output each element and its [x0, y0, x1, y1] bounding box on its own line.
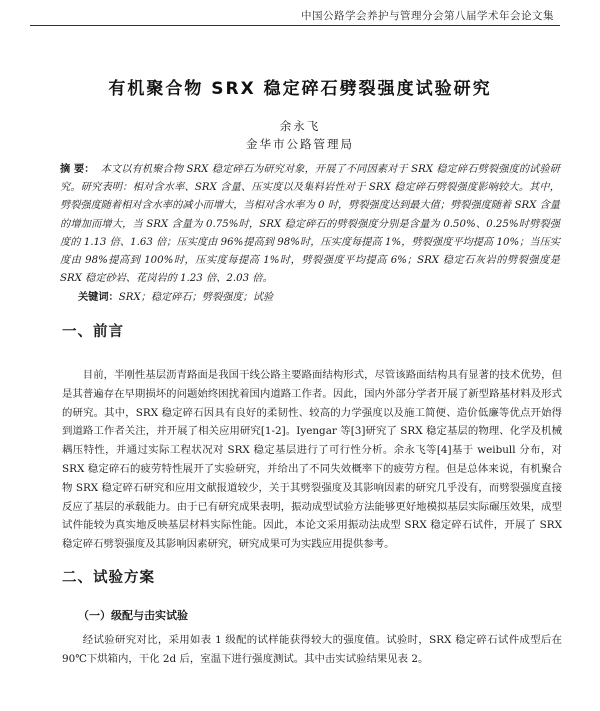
author-affiliation: 金华市公路管理局 — [246, 137, 354, 151]
running-header: 中国公路学会养护与管理分会第八届学术年会论文集 — [301, 10, 554, 22]
keywords — [78, 288, 558, 303]
section-heading-method: 二、试验方案 — [62, 569, 155, 586]
subsection-heading-grading: （一）级配与击实试验 — [78, 609, 188, 622]
abstract — [60, 160, 560, 288]
keywords-text: SRX；稳定碎石；劈裂强度；试验 — [118, 292, 274, 303]
grading-paragraph: 经试验研究对比，采用如表 1 级配的试样能获得较大的强度值。试验时，SRX 稳定碎石试件成型后在 90℃下烘箱内，干化 2d 后，室温下进行强度测试。其中击实试验结果见表 2。 — [62, 634, 562, 665]
intro-paragraph: 目前，半刚性基层沥青路面是我国干线公路主要路面结构形式，尽管该路面结构具有显著的技术优势，但是其普遍存在早期损坏的问题始终困扰着国内道路工作者。因此，国内外部分学者开展了新型路基材料及形式的研究。其中，SRX 稳定碎石因具有良好的柔韧性、较高的力学强度以及施工简便、造价低廉等优点开始得到道路工作者关注，并开展了相关应用研究[1-2]。Iyengar 等[3]研究了 SRX 稳定基层的物理、化学及机械耦压特性，并通过实际工程状况对 SRX 稳定基层进行了可行性分析。余永飞等[4]基于 weibull 分布，对 SRX 稳定碎石的疲劳特性展开了实验研究，并给出了不同失效概率下的疲劳方程。但是总体来说，有机聚合物 SRX 稳定碎石研究和应用文献报道较少，关于其劈裂强度及其影响因素的研究几乎没有，而劈裂强度直接反应了基层的承载能力。由于已有研究成果表明，振动成型试验方法能够更好地模拟基层实际碾压效果，成型试件能较为真实地反映基层材料实际性能。因此，本论文采用振动法成型 SRX 稳定碎石试件，开展了 SRX 稳定碎石劈裂强度及其影响因素研究，研究成果可为实践应用提供参考。 — [62, 369, 562, 551]
section-heading-intro: 一、前言 — [62, 323, 124, 340]
keywords-label: 关键词： — [78, 291, 119, 303]
header-rule — [30, 25, 560, 26]
abstract-label: 摘 要： — [60, 163, 95, 175]
paper-title: 有机聚合物 SRX 稳定碎石劈裂强度试验研究 — [108, 79, 492, 99]
author-name: 余永飞 — [279, 119, 321, 133]
abstract-text: 本文以有机聚合物 SRX 稳定碎石为研究对象，开展了不同因素对于 SRX 稳定碎石劈裂强度的试验研究。研究表明：相对含水率、SRX 含量、压实度以及集料岩性对于 SRX 稳定碎石劈裂强度影响较大。其中，劈裂强度随着相对含水率的减小而增大，当相对含水率为 0 时，劈裂强度达到最大值；劈裂强度随着 SRX 含量的增加而增大，当 SRX 含量为 0.75%时，SRX 稳定碎石的劈裂强度分别是含量为 0.50%、0.25%时劈裂强度的 1.13 倍、1.63 倍；压实度由 96%提高到 98%时，压实度每提高 1%，劈裂强度平均提高 10%；当压实度由 98%提高到 100%时，压实度每提高 1%时，劈裂强度平均提高 6%；SRX 稳定石灰岩的劈裂强度是 SRX 稳定砂岩、花岗岩的 1.23 倍、2.03 倍。 — [60, 164, 560, 285]
